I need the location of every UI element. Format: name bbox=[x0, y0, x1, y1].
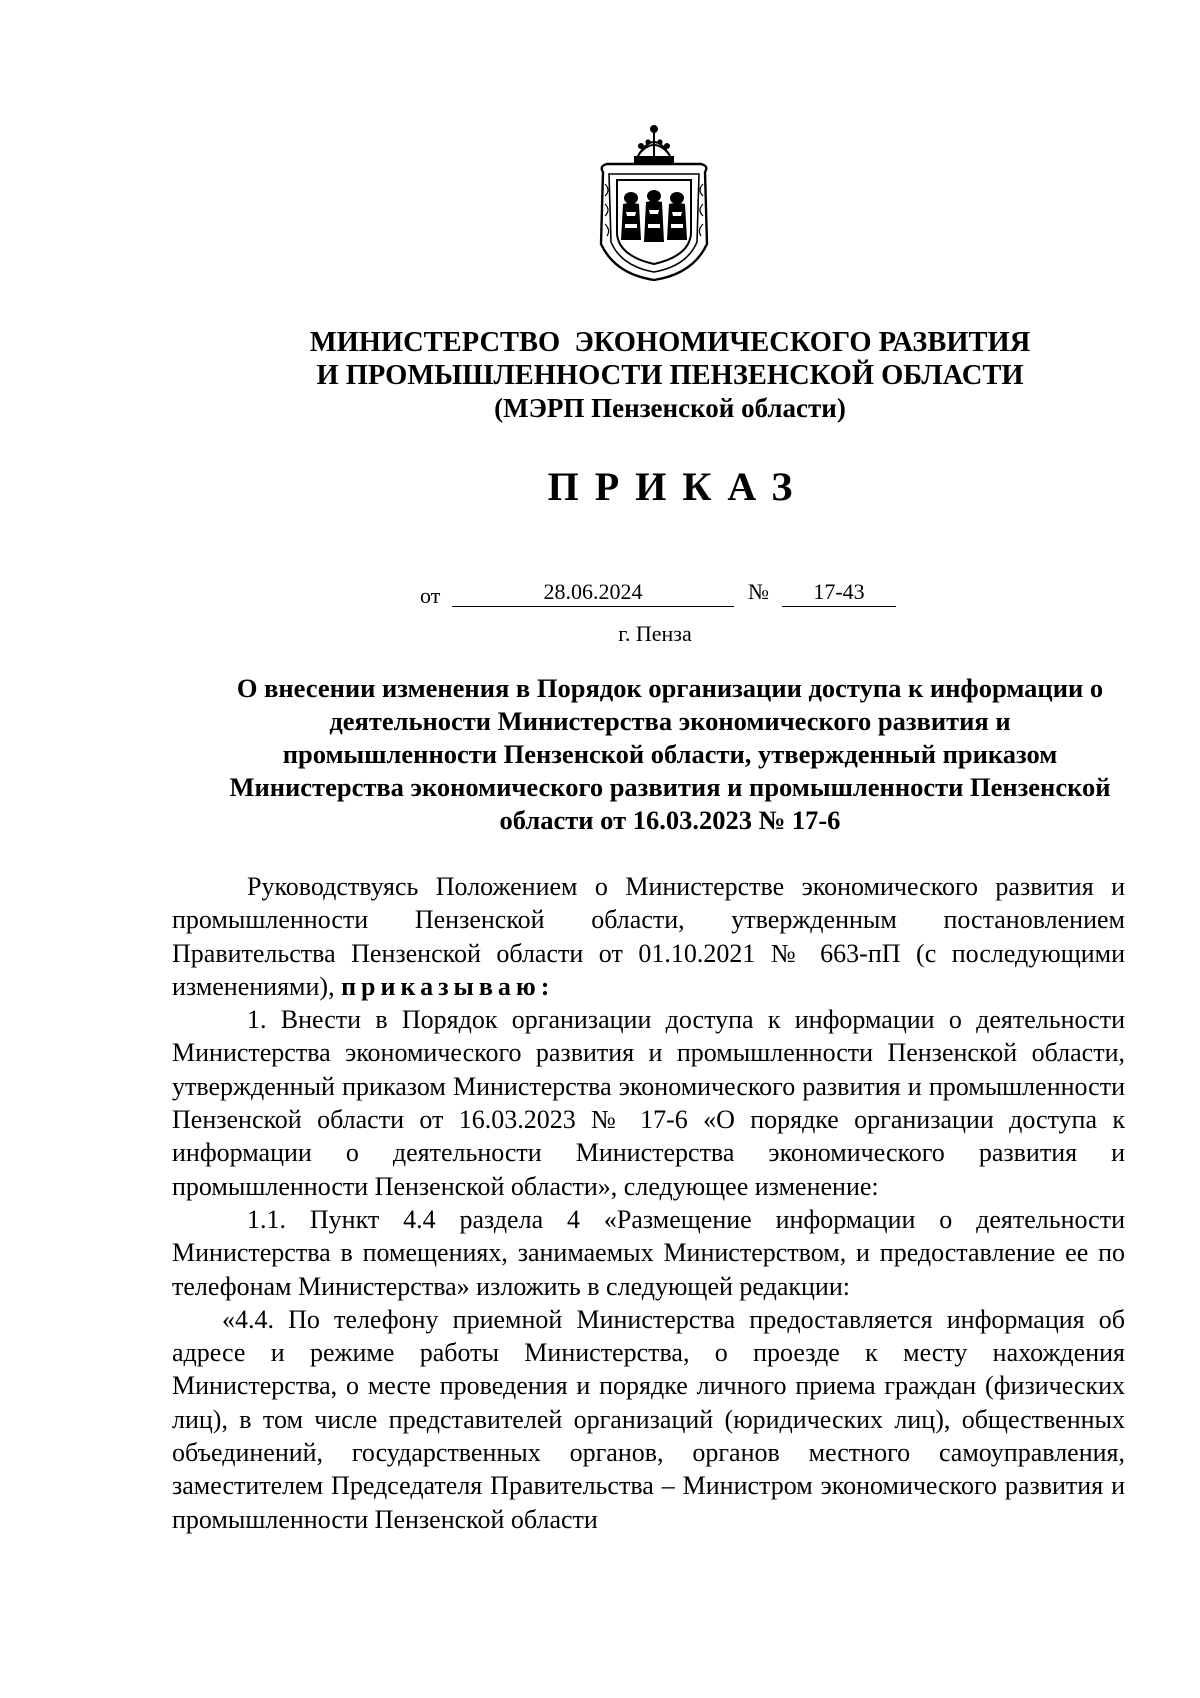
document-number: 17-43 bbox=[782, 578, 896, 607]
clause-1-1-paragraph: 1.1. Пункт 4.4 раздела 4 «Размещение информации о деятельности Министерства в помещениях, занимаемых Министерством, и предоставление ее по телефонам Министерства» изложить в следующей редакции: bbox=[172, 1204, 1125, 1301]
document-type-title: ПРИКАЗ bbox=[547, 464, 809, 509]
number-label: № bbox=[748, 579, 769, 604]
title-line-5: области от 16.03.2023 № 17-6 bbox=[499, 805, 841, 835]
title-line-3: промышленности Пензенской области, утвержденный приказом bbox=[282, 739, 1058, 769]
coat-of-arms-icon bbox=[593, 124, 715, 282]
preamble-text: Руководствуясь Положением о Министерстве экономического развития и промышленности Пензенской области, утвержденным постановлением Правительства Пензенской области от 01.10.2021 № 663-пП (с последующими изменениями), bbox=[172, 872, 1125, 1001]
clause-4-4-paragraph: «4.4. По телефону приемной Министерства предоставляется информация об адресе и режиме работы Министерства, о проезде к месту нахождения Министерства, о месте проведения и порядке личного приема граждан (физических лиц), в том числе представителей организаций (юридических лиц), общественных объединений, государственных органов, органов местного самоуправления, заместителем Председателя Правительства – Министром экономического развития и промышленности Пензенской области bbox=[172, 1304, 1125, 1534]
document-body bbox=[172, 870, 1125, 1536]
preamble-paragraph bbox=[172, 870, 1125, 1003]
title-line-2: деятельности Министерства экономического развития и bbox=[329, 706, 1011, 736]
date-label: от bbox=[420, 583, 441, 608]
ministry-name-line-2: И ПРОМЫШЛЕННОСТИ ПЕНЗЕНСКОЙ ОБЛАСТИ bbox=[316, 360, 1024, 391]
order-keyword: приказываю: bbox=[341, 971, 555, 1001]
ministry-header bbox=[170, 326, 1170, 425]
document-meta-row bbox=[0, 578, 1200, 612]
document-date: 28.06.2024 bbox=[452, 578, 734, 607]
document-subject-title bbox=[170, 672, 1170, 837]
title-line-1: О внесении изменения в Порядок организации доступа к информации о bbox=[236, 673, 1104, 703]
ministry-name-line-1: МИНИСТЕРСТВО ЭКОНОМИЧЕСКОГО РАЗВИТИЯ bbox=[309, 327, 1031, 358]
title-line-4: Министерства экономического развития и промышленности Пензенской bbox=[229, 772, 1111, 802]
ministry-abbreviation: (МЭРП Пензенской области) bbox=[494, 393, 846, 423]
clause-1-paragraph: 1. Внести в Порядок организации доступа к информации о деятельности Министерства экономического развития и промышленности Пензенской области, утвержденный приказом Министерства экономического развития и промышленности Пензенской области от 16.03.2023 № 17-6 «О порядке организации доступа к информации о деятельности Министерства экономического развития и промышленности Пензенской области», следующее изменение: bbox=[172, 1005, 1125, 1201]
document-city: г. Пенза bbox=[618, 621, 692, 646]
